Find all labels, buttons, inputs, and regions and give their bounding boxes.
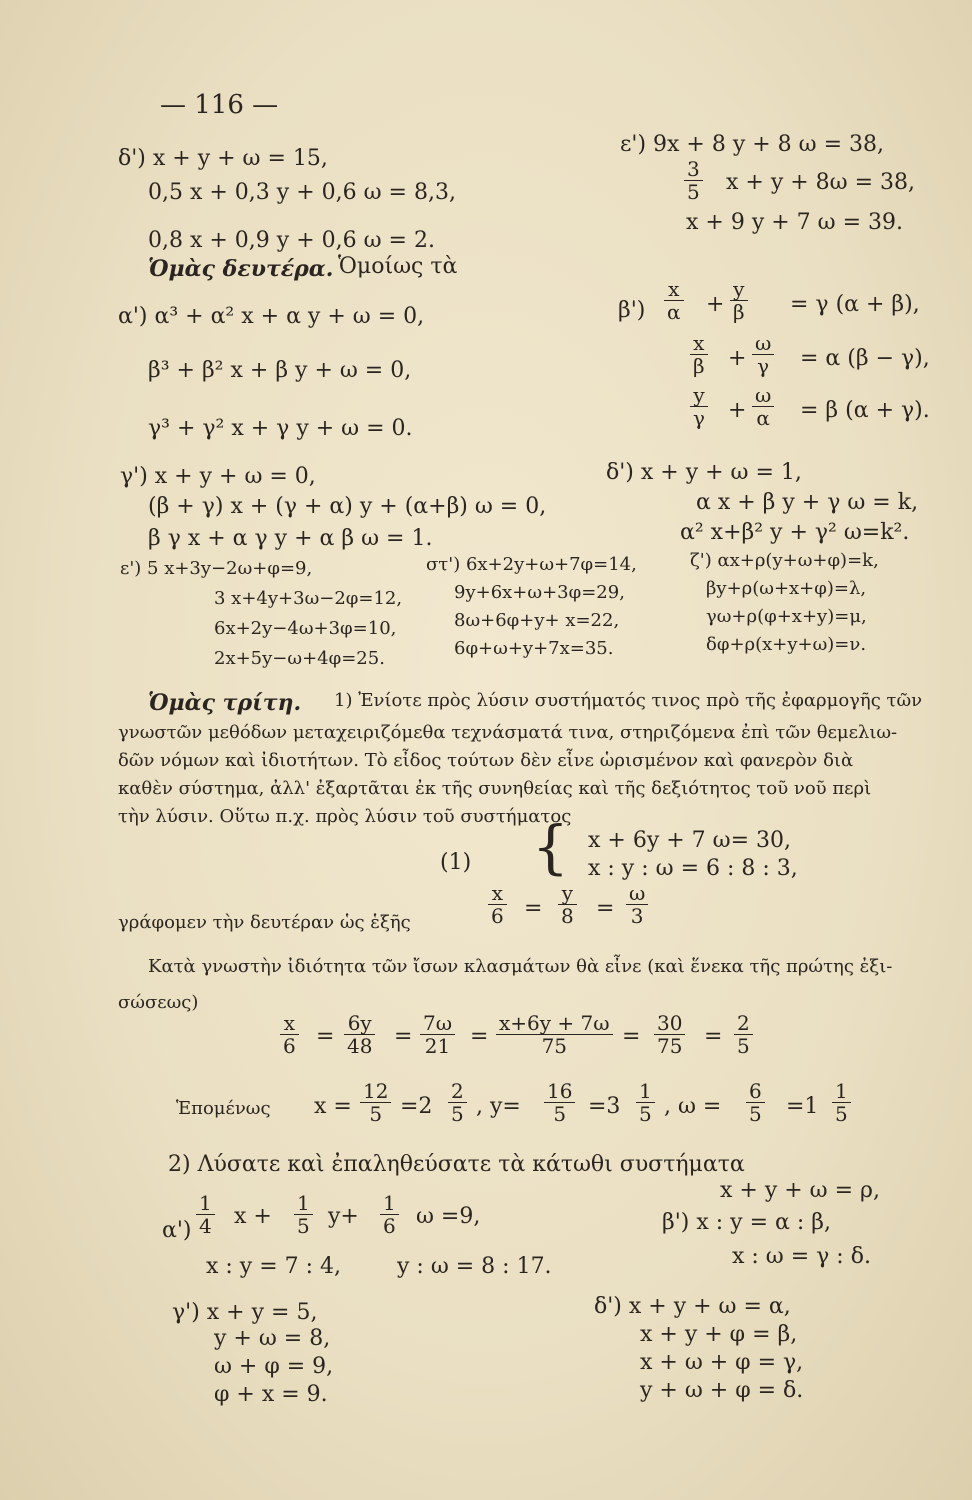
alpha-eq-2: β³ + β² x + β y + ω = 0,	[148, 358, 412, 383]
eq-sign-1: =	[524, 896, 543, 921]
result-y-mixed-frac: $\frac{1}{5}$	[636, 1080, 655, 1125]
chain-frac-2: $\frac{6y}{48}$	[344, 1012, 375, 1057]
write-frac-1: $\frac{x}{6}$	[488, 882, 507, 927]
beta-r2-f2: $\frac{\omega}{\gamma}$	[752, 332, 774, 377]
consequently-label: Ἑπομένως	[176, 1098, 271, 1119]
epsilon-eq-2: x + y + 8ω = 38,	[726, 170, 916, 195]
chain-eq-2: =	[394, 1024, 413, 1049]
group3-heading: Ὁμὰς τρίτη.	[148, 690, 302, 716]
zeta-eq-4: δφ+ρ(x+y+ω)=ν.	[706, 634, 867, 655]
zeta-eq-1: ζ') αx+ρ(y+ω+φ)=k,	[690, 550, 879, 571]
result-y-label: , y=	[476, 1094, 521, 1119]
chain-frac-6: $\frac{2}{5}$	[734, 1012, 753, 1057]
chain-eq-4: =	[622, 1024, 641, 1049]
ex-d-eq-2: x + y + φ = β,	[640, 1322, 798, 1347]
zeta-eq-3: γω+ρ(φ+x+y)=μ,	[706, 606, 867, 627]
beta-r1-rhs: = γ (α + β),	[790, 292, 920, 317]
delta2-eq-3: α² x+β² y + γ² ω=k².	[680, 520, 910, 545]
ex-b-eq-1: x + y + ω = ρ,	[720, 1178, 880, 1203]
beta-r3-rhs: = β (α + γ).	[800, 398, 930, 423]
ex-a-t1: x +	[234, 1204, 272, 1229]
group3-line-4: καθὲν σύστημα, ἀλλ' ἐξαρτᾶται ἐκ τῆς συνηθείας καὶ τῆς δεξιότητος τοῦ νοῦ περὶ	[118, 778, 872, 799]
chain-frac-4: $\frac{x+6y + 7\omega}{75}$	[496, 1012, 613, 1057]
ex-c-eq-3: ω + φ = 9,	[214, 1354, 334, 1379]
ex-d-eq-1: δ') x + y + ω = α,	[594, 1294, 791, 1319]
system1-eq-1: x + 6y + 7 ω= 30,	[588, 828, 792, 853]
alpha-eq-1: α') α³ + α² x + α y + ω = 0,	[118, 304, 425, 329]
epsilon-eq-3: x + 9 y + 7 ω = 39.	[686, 210, 904, 235]
delta2-eq-1: δ') x + y + ω = 1,	[606, 460, 802, 485]
st-eq-2: 9y+6x+ω+3φ=29,	[454, 582, 625, 603]
delta2-eq-2: α x + β y + γ ω = k,	[696, 490, 919, 515]
eps2-eq-4: 2x+5y−ω+4φ=25.	[214, 648, 385, 669]
write-frac-2: $\frac{y}{8}$	[558, 882, 577, 927]
eps2-eq-1: ε') 5 x+3y−2ω+φ=9,	[120, 558, 313, 579]
gamma-eq-1: γ') x + y + ω = 0,	[120, 464, 316, 489]
beta-r2-f1: $\frac{x}{\beta}$	[690, 332, 708, 377]
result-x-mixed-frac: $\frac{2}{5}$	[448, 1080, 467, 1125]
ex-a-frac-2: $\frac{1}{5}$	[294, 1192, 313, 1237]
write-frac-3: $\frac{\omega}{3}$	[626, 882, 648, 927]
st-eq-4: 6φ+ω+y+7x=35.	[454, 638, 614, 659]
ex-d-eq-4: y + ω + φ = δ.	[640, 1378, 804, 1403]
chain-frac-5: $\frac{30}{75}$	[654, 1012, 685, 1057]
epsilon-eq-1: ε') 9x + 8 y + 8 ω = 38,	[620, 132, 885, 157]
result-y-frac: $\frac{16}{5}$	[544, 1080, 575, 1125]
eps2-eq-3: 6x+2y−4ω+3φ=10,	[214, 618, 397, 639]
task2-text: 2) Λύσατε καὶ ἐπαληθεύσατε τὰ κάτωθι συστήματα	[168, 1152, 745, 1177]
chain-frac-1: $\frac{x}{6}$	[280, 1012, 299, 1057]
ex-c-eq-1: γ') x + y = 5,	[172, 1300, 318, 1325]
known-line-1: Κατὰ γνωστὴν ἰδιότητα τῶν ἴσων κλασμάτων θὰ εἶνε (καὶ ἕνεκα τῆς πρώτης ἐξι-	[148, 956, 893, 977]
chain-eq-3: =	[470, 1024, 489, 1049]
ex-d-eq-3: x + ω + φ = γ,	[640, 1350, 804, 1375]
beta-r3-f2: $\frac{\omega}{\alpha}$	[752, 384, 774, 429]
write-text: γράφομεν τὴν δευτέραν ὡς ἑξῆς	[118, 912, 411, 933]
known-line-2: σώσεως)	[118, 992, 199, 1013]
eq-sign-2: =	[596, 896, 615, 921]
beta-r2-op: +	[728, 346, 747, 371]
gamma-eq-2: (β + γ) x + (γ + α) y + (α+β) ω = 0,	[148, 494, 547, 519]
ex-a-row2: x : y = 7 : 4, y : ω = 8 : 17.	[206, 1254, 552, 1279]
chain-frac-3: $\frac{7\omega}{21}$	[420, 1012, 455, 1057]
group3-line-3: δῶν νόμων καὶ ἰδιοτήτων. Τὸ εἶδος τούτων δὲν εἶνε ὡρισμένον καὶ φανερὸν διὰ	[118, 750, 854, 771]
beta-r1-f1: $\frac{x}{\alpha}$	[664, 278, 684, 323]
page-number: — 116 —	[160, 90, 279, 120]
brace-icon: {	[532, 813, 569, 881]
system1-eq-2: x : y : ω = 6 : 8 : 3,	[588, 856, 798, 881]
system1-label: (1)	[440, 850, 472, 875]
result-w-mixed-frac: $\frac{1}{5}$	[832, 1080, 851, 1125]
group2-heading: Ὁμὰς δευτέρα.	[148, 256, 334, 282]
group3-line-5: τὴν λύσιν. Οὕτω π.χ. πρὸς λύσιν τοῦ συστήματος	[118, 806, 572, 827]
gamma-eq-3: β γ x + α γ y + α β ω = 1.	[148, 526, 433, 551]
delta-eq-3: 0,8 x + 0,9 y + 0,6 ω = 2.	[148, 228, 435, 253]
delta-eq-1: δ') x + y + ω = 15,	[118, 146, 328, 171]
alpha-eq-3: γ³ + γ² x + γ y + ω = 0.	[148, 416, 413, 441]
ex-a-t3: ω =9,	[416, 1204, 481, 1229]
ex-c-eq-2: y + ω = 8,	[214, 1326, 331, 1351]
result-w-mixed: =1	[786, 1094, 819, 1119]
ex-b-eq-2: β') x : y = α : β,	[662, 1210, 831, 1235]
result-w-frac: $\frac{6}{5}$	[746, 1080, 765, 1125]
epsilon-fraction: $\frac{3}{5}$	[684, 158, 703, 203]
result-w-label: , ω =	[664, 1094, 722, 1119]
zeta-eq-2: βy+ρ(ω+x+φ)=λ,	[706, 578, 867, 599]
ex-a-label: α')	[162, 1218, 192, 1243]
group3-line-1: 1) Ἐνίοτε πρὸς λύσιν συστήματός τινος πρὸ τῆς ἐφαρμογῆς τῶν	[334, 690, 923, 711]
st-eq-3: 8ω+6φ+y+ x=22,	[454, 610, 620, 631]
chain-eq-1: =	[316, 1024, 335, 1049]
result-x-label: x =	[314, 1094, 352, 1119]
ex-a-frac-3: $\frac{1}{6}$	[380, 1192, 399, 1237]
ex-b-eq-3: x : ω = γ : δ.	[732, 1244, 871, 1269]
group3-line-2: γνωστῶν μεθόδων μεταχειριζόμεθα τεχνάσματά τινα, στηριζόμενα ἐπὶ τῶν θεμελιω-	[118, 722, 898, 743]
result-y-mixed: =3	[588, 1094, 621, 1119]
beta-r2-rhs: = α (β − γ),	[800, 346, 930, 371]
beta-r3-f1: $\frac{y}{\gamma}$	[690, 384, 708, 429]
ex-a-frac-1: $\frac{1}{4}$	[196, 1192, 215, 1237]
ex-a-t2: y+	[328, 1204, 359, 1229]
result-x-mixed: =2	[400, 1094, 433, 1119]
chain-eq-5: =	[704, 1024, 723, 1049]
result-x-frac: $\frac{12}{5}$	[360, 1080, 391, 1125]
group2-intro: Ὁμοίως τὰ	[338, 254, 458, 279]
beta-r1-op: +	[706, 292, 725, 317]
st-eq-1: στ') 6x+2y+ω+7φ=14,	[426, 554, 637, 575]
eps2-eq-2: 3 x+4y+3ω−2φ=12,	[214, 588, 403, 609]
beta-label: β')	[618, 298, 646, 323]
beta-r1-f2: $\frac{y}{\beta}$	[730, 278, 748, 323]
delta-eq-2: 0,5 x + 0,3 y + 0,6 ω = 8,3,	[148, 180, 456, 205]
ex-c-eq-4: φ + x = 9.	[214, 1382, 328, 1407]
beta-r3-op: +	[728, 398, 747, 423]
